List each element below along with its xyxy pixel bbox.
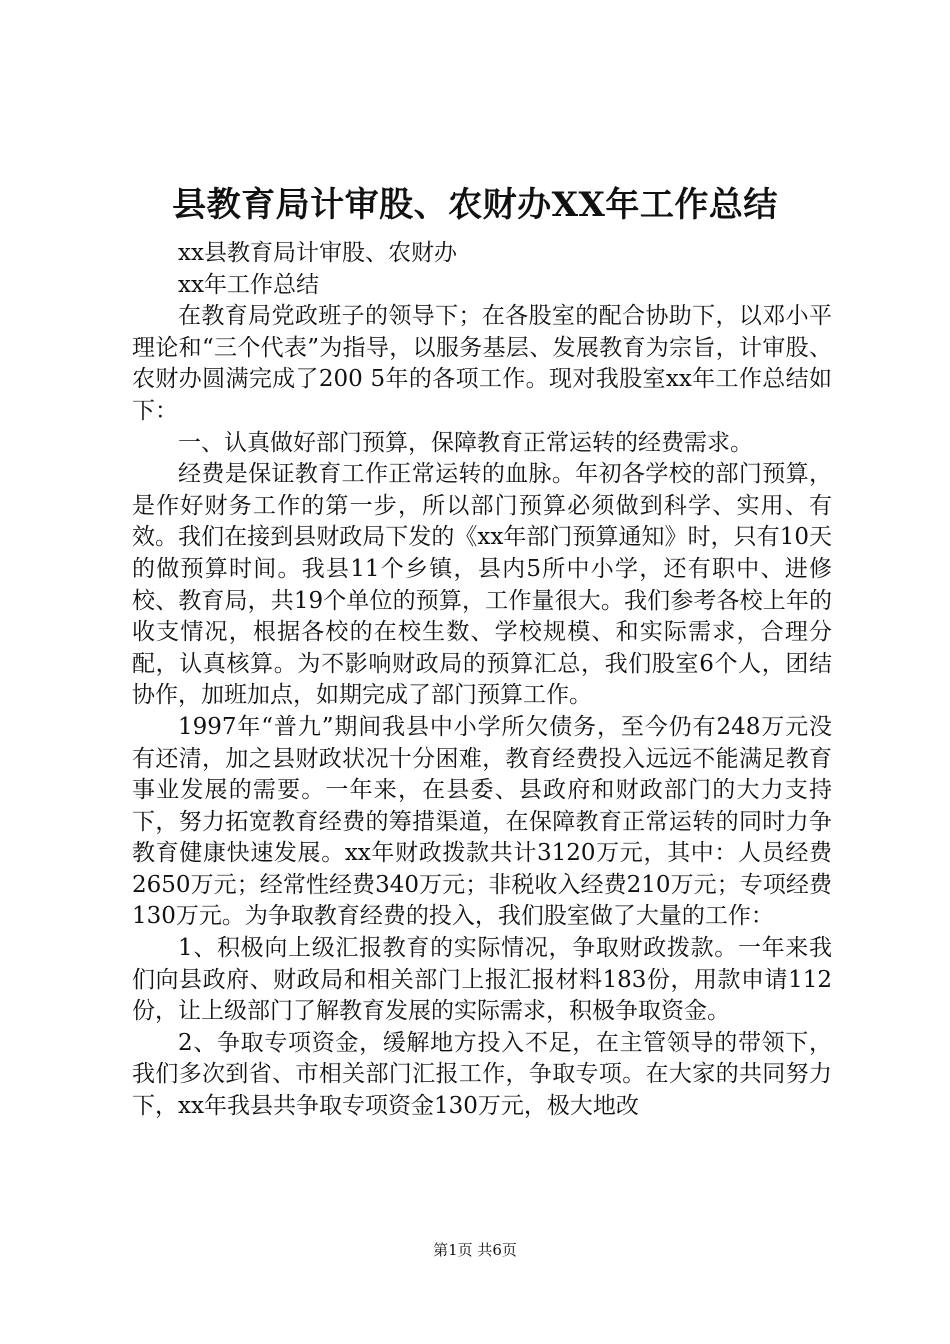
paragraph-heading-budget: 一、认真做好部门预算，保障教育正常运转的经费需求。	[178, 429, 753, 456]
paragraph-funding: 1997年“普九”期间我县中小学所欠债务，至今仍有248万元没有还清，加之县财政状况十分困难，教育经费投入远远不能满足教育事业发展的需要。一年来，在县委、县政府和财政部门的大力支持下，努力拓宽教育经费的筹措渠道，在保障教育正常运转的同时力争教育健康快速发展。xx年财政拨款共计3120万元，其中：人员经费2650万元；经常性经费340万元；非税收入经费210万元；专项经费130万元。为争取教育经费的投入，我们股室做了大量的工作：	[132, 713, 832, 930]
paragraph-budget: 经费是保证教育工作正常运转的血脉。年初各学校的部门预算，是作好财务工作的第一步，所以部门预算必须做到科学、实用、有效。我们在接到县财政局下发的《xx年部门预算通知》时，只有10天的做预算时间。我县11个乡镇，县内5所中小学，还有职中、进修校、教育局，共19个单位的预算，工作量很大。我们参考各校上年的收支情况，根据各校的在校生数、学校规模、和实际需求，合理分配，认真核算。为不影响财政局的预算汇总，我们股室6个人，团结协作，加班加点，如期完成了部门预算工作。	[132, 461, 832, 709]
document-body	[132, 238, 832, 1123]
subtitle-line-year: xx年工作总结	[178, 271, 319, 298]
subtitle-line-org: xx县教育局计审股、农财办	[178, 240, 457, 266]
paragraph-intro: 在教育局党政班子的领导下；在各股室的配合协助下，以邓小平理论和“三个代表”为指导，以服务基层、发展教育为宗旨，计审股、农财办圆满完成了200 5年的各项工作。现对我股室xx年工作总结如下：	[132, 303, 832, 424]
document-title: 县教育局计审股、农财办XX年工作总结	[172, 185, 778, 225]
paragraph-item-2: 2、争取专项资金，缓解地方投入不足，在主管领导的带领下，我们多次到省、市相关部门汇报工作，争取专项。在大家的共同努力下，xx年我县共争取专项资金130万元，极大地改	[132, 1029, 832, 1120]
paragraph-item-1: 1、积极向上级汇报教育的实际情况，争取财政拨款。一年来我们向县政府、财政局和相关部门上报汇报材料183份，用款申请112份，让上级部门了解教育发展的实际需求，积极争取资金。	[132, 935, 832, 1025]
page-footer: 第1页 共6页	[433, 1241, 517, 1259]
